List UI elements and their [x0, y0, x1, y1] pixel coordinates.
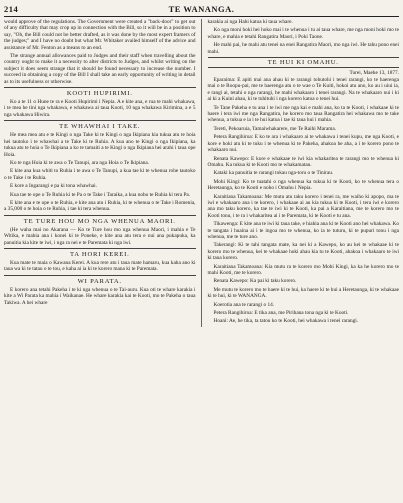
- running-head: [4, 3, 399, 16]
- hui-paragraph-16: Hoani: Ae, he tika, ta tatou ko te Kooti, hei whakawa i tenei rarangi.: [213, 318, 359, 325]
- page-number: 214: [4, 4, 19, 14]
- right-column: [208, 19, 400, 327]
- head-rule: [4, 16, 399, 17]
- heading-te-hui-ki-omahu: TE HUI KI OMAHU.: [208, 57, 400, 68]
- continued-paragraph-1: karakia ai nga Hahi katoa ki taua whare.: [207, 19, 293, 25]
- newspaper-page: [4, 3, 399, 497]
- left-column: [4, 19, 202, 327]
- heading-kooti-hupirimi: KOOTI HUPIRIMI.: [4, 87, 196, 97]
- parata-paragraph-1: E korero ana tetahi Pakeha i te ki nga whenua o te Tai-auru. Kua oti te whare karakia i kite a Wi Parata ka mahia i Waikanae. He whare karakia kai te Kooti, mo te Pakeha o taua Takiwa. A hei whare: [4, 286, 196, 306]
- hui-paragraph-12: Renata Kawepo: Ka pai ki taku korero.: [213, 278, 297, 285]
- hui-paragraph-15: Petera Rangihiroa: E tika ana, me Pirihana tona nga ki te Kooti.: [213, 310, 349, 317]
- hui-paragraph-13: Me mutu te korero mo te haere ki te hui, ka haere ki te hui a Heretaunga, ki te whakaae ki te hui, ki te WANANGA.: [207, 286, 399, 300]
- hui-paragraph-5: Renata Kawepo: E kore e whakaae te iwi kia whakaritea te rarangi mo te whenua ki Omahu. Ka tukua ki te Kooti mo te whakamatau.: [207, 155, 399, 168]
- heading-ta-hori-kerei: TA HORI KEREI.: [4, 248, 196, 258]
- whawhai-paragraph-4: E kore a Ingarangi e pa ki tona whawhai.: [10, 183, 97, 190]
- heading-wi-parata: WI PARATA.: [4, 275, 196, 285]
- hui-paragraph-11: Karaitiana Takamoana: Kia mutu ra te korero mo Mohi Kingi, ka ka he korero mo te mahi Kooti, me te korero.: [207, 263, 399, 276]
- hui-paragraph-3: Tereti, Pekoaruia, Tamaiwhakarere, me Te Raihi Marama.: [213, 125, 337, 132]
- kooti-paragraph-1: Ko a te 11 o Hune te ra e Kooti Hupirimi i Nepia. A e kite ana, e rua te mahi whakawa, i te mea he tini nga whakawa, e whakawa ai taua Kooti, 10 nga whakawa Kirimina, a e 5 nga whakawa Hiwira.: [4, 99, 196, 118]
- whawhai-paragraph-3: E kite ana kua whiti to Ruhia i te awa o Te Tanupi, a kua tae ki te whenua rohe tautoko o te Take i te Ruhia.: [4, 168, 196, 181]
- hui-paragraph-8: Karaitiana Takamoana: Me mutu atu taku korero i tenei ra, me waiho ki apopo, ma te iwi e whakaaro ana i te korero, i whakaae ai au kia tukua ki te Kooti, i tera iwi e korero ana mo taku korero, ka tae te iwi ki te Kooti, ka pai a Karaitiana, me te korero mo te Kooti tonu, i te ra i whakaritea ai i te Paremata, ki te Kooti e tu ana.: [207, 193, 399, 219]
- ture-paragraph-1: (He waha mai no Akarana — Ko te Ture hou mo nga whenua Maori, i mahia e Te Witika, e mahia ana i konei ki te Poneke, e kite ana atu tera e nui ana pukapuka, ka panuitia kia kite te iwi, i nga ra nei e te Paremata ki nga iwi.: [4, 226, 196, 246]
- whawhai-paragraph-1: He mea mea atu e te Kingi o nga Take ki te Kingi o nga Ikipiana kia tukua atu te hoia hei tautoko i te whawhai a te Take ki te Ruhia. A kua ano te Kingi o nga Ikipiana, ka tukua atu te hoia o Te Ikipiana a ko te tamaiti a te Kingi o nga Ikipiana hei arahi i taua ope Hoia.: [4, 132, 196, 158]
- whawhai-paragraph-6: E kite ana e te ope o te Ruhia, e kite ana atu i Ruhia, ki te whenua o te Take i Romenia, a 35,000 o te hoia o te Ruhia, i tae ki tera whenua.: [4, 199, 196, 213]
- newspaper-title: TE WANANGA.: [168, 4, 235, 14]
- dateline: Turei, Maehe 13, 1877.: [349, 70, 399, 77]
- heading-te-ture-hou: TE TURE HOU MO NGA WHENUA MAORI.: [4, 215, 196, 225]
- whawhai-paragraph-5: Kua tae te ope o Te Ruhia ki te Pa o te Take i Taraika, a kua noho te Ruhia ki tera Pa.: [10, 191, 191, 198]
- hui-paragraph-4: Petera Rangihiroa: E ko te ara i whakaaro ai te whakawa i tenei kupu, me nga Kooti, e kore e hoki atu ki te tuku i te whenua ki te Pakeha, ahakoa he aha, a i te korero pono te whakaaro nui.: [207, 134, 399, 154]
- whawhai-paragraph-2: Ko te nga Hoia ki te awa o Te Tanupi, ara nga Hoia o Te Ikipiana.: [10, 159, 150, 166]
- hui-paragraph-2: Te Tane Pakeha e tu ana i te iwi me nga kai e mahi ana, ko ta te Kooti, i whakaae ki te haere i tera iwi me nga Rangatira, he korero mo taua Rangatira hei whakawa mo te take whenua, a tukua e ia i te hui katoa i tae ki taua hui i mahia.: [207, 104, 399, 124]
- heading-te-whawhai: TE WHAWHAI I TAKE.: [4, 120, 196, 130]
- hui-paragraph-1: Eparaima: E apiti mai ana ahau ki te rarangi tohutohi i tenei rarangi, ko te haerenga mai o te Roopu-pai, me te haerenga atu o te wae o Te Kuiti, hokoi atu ano, ko au i uiui ia, e rangi ai, tetahi o nga rarangi, he mahi whakaaro i tenei rarangi. Na te whakaaro nui i ki ai ki a Kuini ahau, ki te tuhituhi i nga korero katoa o tenei hui.: [207, 77, 399, 103]
- hui-paragraph-6: Kataki ka panuitia te rarangi tokau nga-toru o te Tinirau.: [213, 170, 334, 177]
- letter-paragraph-2: The strange annual allowances paid to Judges and their staff when travelling about the country ought to make it a necessity to alter districts to Judges, and whilst writing on the subject it does seem strange that it should be found necessary to increase the number. I succeed in obtaining a copy of the Bill I shall take an early opportunity of writing in detail as to its usefulness or otherwise.: [4, 53, 196, 85]
- letter-paragraph-1: would approve of the regulations. The Government were created a "back-door" to get out of any difficulty that may crop up in connection with the Bill, so it will be in a position to say, "Oh, the Bill could not be better drafted, as it was done by the most expert framers of the judges;" and I have no doubt but what Mr. Whitaker availed himself of the advice and assistance of Mr. Fenton as a means to an end.: [4, 19, 196, 51]
- columns: [4, 19, 399, 327]
- hui-paragraph-9: Tikawenga: E kite ana te iwi ki taua take, e hiahia ana ki te Kooti ano hei whakawa. Ko te tangata i huaina ai i te ingoa mo te whenua, ko ia te tuturu, ki te pupuri tonu i nga whenua, me te ture ano.: [207, 221, 399, 240]
- continued-paragraph-3: He mahi pai, he mahi atu tenei na enei Rangatira Maori, mo nga iwi. He tahu pono enei mahi.: [207, 42, 399, 55]
- kerei-paragraph-1: Kua mate te maia o Kawana Kerei. A kua rere atu i taua mate hamaru, kua kaha ano ki taua wa ki te tatau o te tou, e kaha ai ia ki te korero mana ki te Paremata.: [4, 259, 196, 273]
- hui-paragraph-14: Koerotia ana te rarangi o 14.: [213, 301, 275, 308]
- hui-paragraph-7: Mohi Kingi: Ko te tuatahi o nga whenua ka tukua ki te Kooti, ko te whenua tera o Heretaunga, ko te Kooti e noho i Omahu i Nepia.: [207, 178, 399, 192]
- hui-paragraph-10: Takerangi: Ki te tahi tangata mate, ka nei ki a Kawepo, ko au kei te whakaae ki te korero mo te whenua, kei te whakaae hoki ahau kia tu te Kooti, ahakoa i whakaaro te iwi ki taua korero.: [207, 242, 399, 262]
- continued-paragraph-2: Ko nga moni hoki hei hoko mai i te whenua i tu ai taua whare, me nga moni hoki mo te whare, e mahia e tetahi Rangatira Maori, i Poki Taone.: [207, 27, 399, 40]
